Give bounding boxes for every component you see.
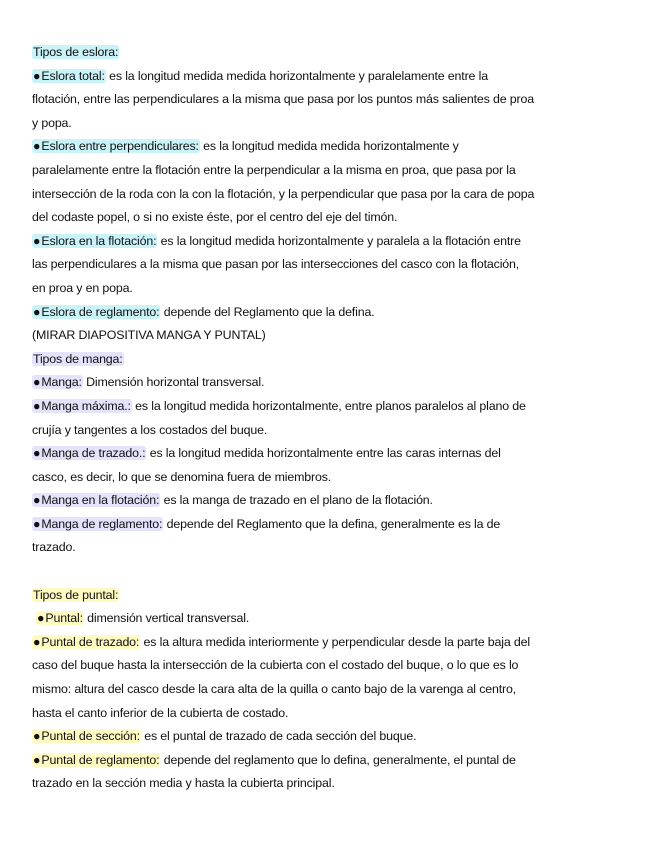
section-heading <box>32 584 628 608</box>
definition-text: es la longitud medida horizontalmente y paralela a la flotación entre <box>157 233 521 248</box>
definition-term: ●Manga máxima.: <box>33 398 131 413</box>
definition-item <box>32 301 628 325</box>
definition-text-continued: mismo: altura del casco desde la cara alta de la quilla o canto bajo de la varenga al centro, <box>32 682 517 697</box>
definition-item <box>32 749 628 773</box>
bullet-icon: ● <box>33 398 41 413</box>
definition-text: Dimensión horizontal transversal. <box>82 375 265 390</box>
bullet-icon: ● <box>33 375 41 390</box>
definition-text: depende del Reglamento que la defina, generalmente es la de <box>163 516 501 531</box>
definition-text-continued: y popa. <box>32 115 72 130</box>
section-heading-text: Tipos de eslora: <box>33 45 119 59</box>
definition-term: ●Manga en la flotación: <box>33 493 160 508</box>
definition-text: es la longitud medida horizontalmente, entre planos paralelos al plano de <box>131 398 526 413</box>
document-body <box>32 41 628 796</box>
bullet-icon: ● <box>33 139 41 154</box>
definition-term: ●Manga de trazado.: <box>33 446 146 461</box>
bullet-icon: ● <box>33 68 41 83</box>
definition-item <box>32 513 628 537</box>
section-3 <box>32 584 628 796</box>
definition-term: ●Manga: <box>33 375 82 390</box>
definition-term: ●Eslora entre perpendiculares: <box>33 139 199 154</box>
definition-item <box>32 489 628 513</box>
definition-text: es la manga de trazado en el plano de la flotación. <box>160 493 433 508</box>
bullet-icon: ● <box>33 752 41 767</box>
definition-text: es el puntal de trazado de cada sección del buque. <box>140 729 417 744</box>
definition-item <box>32 442 628 466</box>
definition-text: dimensión vertical transversal. <box>83 611 250 626</box>
bullet-icon: ● <box>37 611 45 626</box>
bullet-icon: ● <box>33 634 41 649</box>
bullet-icon: ● <box>33 729 41 744</box>
definition-term: ●Puntal de sección: <box>33 729 140 744</box>
definition-item <box>32 607 628 631</box>
definition-term: ●Puntal: <box>37 611 83 626</box>
definition-item <box>32 230 628 254</box>
definition-text: depende del reglamento que lo defina, generalmente, el puntal de <box>160 752 516 767</box>
definition-text-continued: crujía y tangentes a los costados del buque. <box>32 422 268 437</box>
definition-term: ●Eslora en la flotación: <box>33 233 157 248</box>
definition-item <box>32 65 628 89</box>
definition-text-continued: paralelamente entre la flotación entre la perpendicular a la misma en proa, que pasa por la <box>32 162 516 177</box>
definition-text-continued: trazado en la sección media y hasta la cubierta principal. <box>32 776 335 791</box>
definition-text-continued: caso del buque hasta la intersección de la cubierta con el costado del buque, o lo que es lo <box>32 658 519 673</box>
definition-text: es la longitud medida medida horizontalmente y paralelamente entre la <box>105 68 488 83</box>
definition-term: ●Eslora de reglamento: <box>33 304 160 319</box>
definition-term: ●Puntal de reglamento: <box>33 752 160 767</box>
definition-text-continued: las perpendiculares a la misma que pasan por las intersecciones del casco con la flotación, <box>32 257 520 272</box>
note-text: (MIRAR DIAPOSITIVA MANGA Y PUNTAL) <box>32 328 266 343</box>
section-heading <box>32 41 628 65</box>
definition-text: es la longitud medida medida horizontalmente y <box>199 139 459 154</box>
definition-term: ●Eslora total: <box>33 68 105 83</box>
definition-text: es la longitud medida horizontalmente entre las caras internas del <box>146 446 501 461</box>
definition-item <box>32 371 628 395</box>
bullet-icon: ● <box>33 233 41 248</box>
definition-item <box>32 725 628 749</box>
section-heading <box>32 348 628 372</box>
definition-text-continued: hasta el canto inferior de la cubierta de costado. <box>32 705 289 720</box>
definition-text-continued: en proa y en popa. <box>32 280 133 295</box>
blank-line <box>32 560 628 584</box>
bullet-icon: ● <box>33 493 41 508</box>
definition-text-continued: trazado. <box>32 540 76 555</box>
section-heading-text: Tipos de puntal: <box>33 587 119 602</box>
definition-text-continued: casco, es decir, lo que se denomina fuera de miembros. <box>32 469 332 484</box>
section-2 <box>32 348 628 560</box>
definition-item <box>32 135 628 159</box>
bullet-icon: ● <box>33 304 41 319</box>
definition-text-continued: intersección de la roda con la con la flotación, y la perpendicular que pasa por la cara de popa <box>32 186 535 201</box>
definition-text-continued: del codaste popel, o si no existe éste, por el centro del eje del timón. <box>32 210 398 225</box>
definition-term: ●Puntal de trazado: <box>33 634 140 649</box>
bullet-icon: ● <box>33 446 41 461</box>
bullet-icon: ● <box>33 516 41 531</box>
definition-item <box>32 631 628 655</box>
definition-text-continued: flotación, entre las perpendiculares a la misma que pasa por los puntos más salientes de proa <box>32 92 534 107</box>
definition-text: depende del Reglamento que la defina. <box>160 304 375 319</box>
definition-term: ●Manga de reglamento: <box>33 516 163 531</box>
section-1 <box>32 41 628 348</box>
section-heading-text: Tipos de manga: <box>33 351 123 366</box>
definition-text: es la altura medida interiormente y perpendicular desde la parte baja del <box>140 634 530 649</box>
definition-item <box>32 395 628 419</box>
